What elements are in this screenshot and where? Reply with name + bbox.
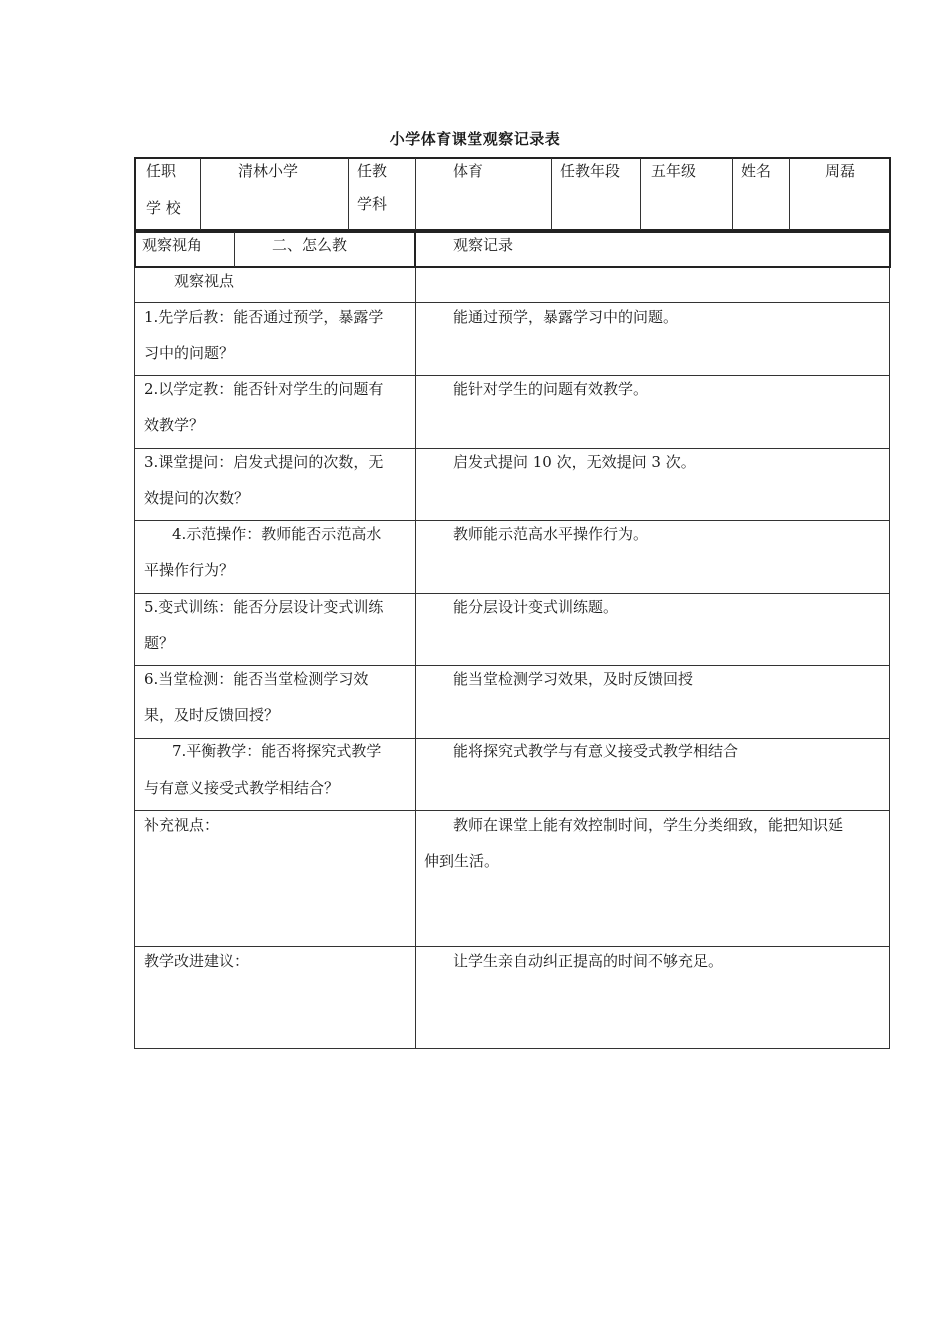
subject-label-line1: 任教 bbox=[357, 162, 388, 180]
subject-value: 体育 bbox=[453, 162, 484, 180]
school-label-line1: 任职 bbox=[146, 162, 177, 180]
row-5-record: 能分层设计变式训练题。 bbox=[453, 598, 619, 616]
row-4-record: 教师能示范高水平操作行为。 bbox=[453, 525, 649, 543]
row-6-question-line1: 6.当堂检测：能否当堂检测学习效 bbox=[144, 670, 369, 688]
row-3-question-line1: 3.课堂提问：启发式提问的次数，无 bbox=[144, 453, 384, 471]
name-value: 周磊 bbox=[825, 162, 856, 180]
row-3-record: 启发式提问 10 次，无效提问 3 次。 bbox=[453, 453, 696, 471]
row-4-question-line1: 4.示范操作：教师能否示范高水 bbox=[172, 525, 382, 543]
supplement-text-line2: 伸到生活。 bbox=[424, 852, 500, 870]
grade-value: 五年级 bbox=[651, 162, 697, 180]
grade-label: 任教年段 bbox=[560, 162, 621, 180]
row-6-question-line2: 果，及时反馈回授？ bbox=[144, 706, 280, 724]
row-2-question-line2: 效教学？ bbox=[144, 416, 205, 434]
row-6-record: 能当堂检测学习效果，及时反馈回授 bbox=[453, 670, 694, 688]
row-7-record: 能将探究式教学与有意义接受式教学相结合 bbox=[453, 742, 739, 760]
row-1-question-line1: 1.先学后教：能否通过预学，暴露学 bbox=[144, 308, 384, 326]
row-7-question-line1: 7.平衡教学：能否将探究式教学 bbox=[172, 742, 382, 760]
school-label-line2: 学 校 bbox=[146, 199, 181, 217]
row-5-question-line2: 题？ bbox=[144, 634, 175, 652]
row-1-question-line2: 习中的问题？ bbox=[144, 344, 235, 362]
document-title: 小学体育课堂观察记录表 bbox=[389, 130, 561, 148]
row-3-question-line2: 效提问的次数？ bbox=[144, 489, 250, 507]
angle-value: 二、怎么教 bbox=[272, 236, 348, 254]
name-label: 姓名 bbox=[741, 162, 772, 180]
row-1-record: 能通过预学，暴露学习中的问题。 bbox=[453, 308, 679, 326]
suggestion-label: 教学改进建议： bbox=[144, 952, 250, 970]
suggestion-text: 让学生亲自动纠正提高的时间不够充足。 bbox=[453, 952, 724, 970]
record-label: 观察记录 bbox=[453, 236, 514, 254]
school-value: 清林小学 bbox=[238, 162, 299, 180]
row-4-question-line2: 平操作行为？ bbox=[144, 561, 235, 579]
angle-label: 观察视角 bbox=[142, 236, 203, 254]
row-7-question-line2: 与有意义接受式教学相结合？ bbox=[144, 779, 340, 797]
supplement-text-line1: 教师在课堂上能有效控制时间，学生分类细致，能把知识延 bbox=[453, 816, 844, 834]
subject-label-line2: 学科 bbox=[357, 195, 388, 213]
supplement-label: 补充视点： bbox=[144, 816, 220, 834]
viewpoint-label: 观察视点 bbox=[174, 272, 235, 290]
row-2-record: 能针对学生的问题有效教学。 bbox=[453, 380, 649, 398]
row-5-question-line1: 5.变式训练：能否分层设计变式训练 bbox=[144, 598, 384, 616]
row-2-question-line1: 2.以学定教：能否针对学生的问题有 bbox=[144, 380, 384, 398]
